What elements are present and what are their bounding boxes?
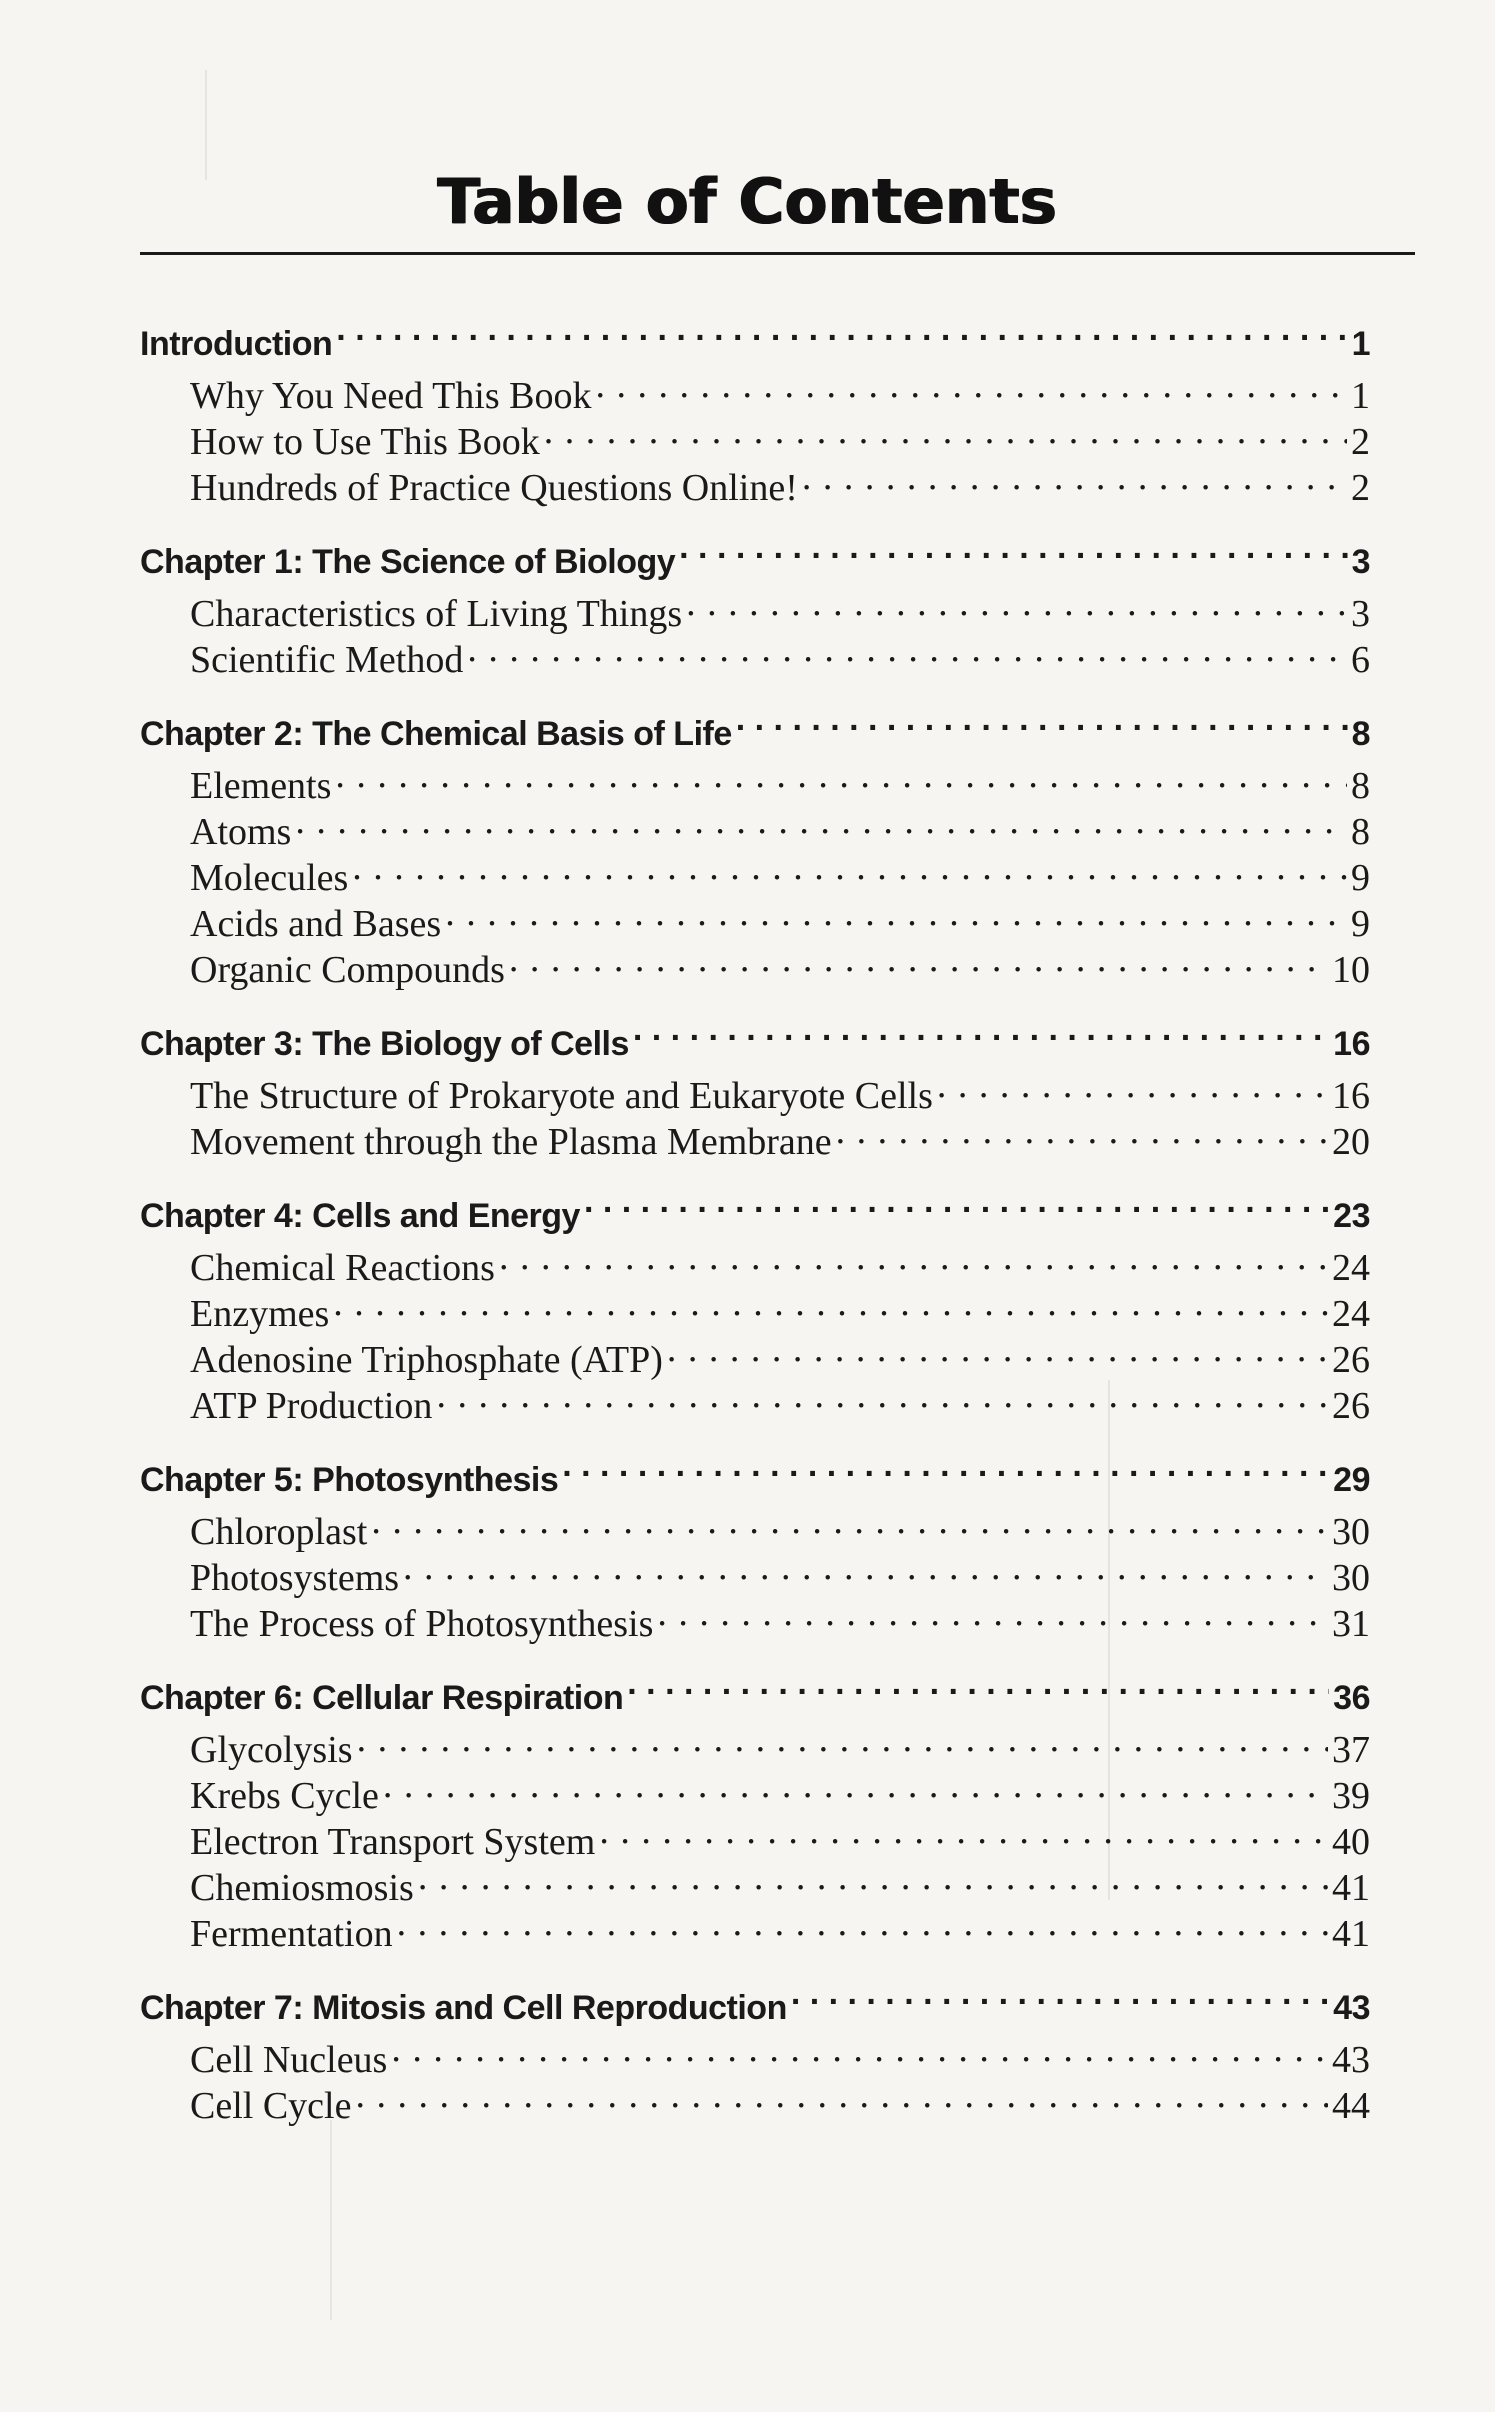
dot-leader xyxy=(627,1675,1329,1709)
section-page-number: 24 xyxy=(1332,1293,1370,1335)
dot-leader xyxy=(686,588,1347,626)
toc-chapter xyxy=(140,318,1370,508)
toc-section-entry[interactable] xyxy=(140,806,1370,852)
section-page-number: 44 xyxy=(1332,2085,1370,2127)
dot-leader xyxy=(937,1070,1328,1108)
dot-leader xyxy=(357,1724,1328,1762)
section-title: How to Use This Book xyxy=(190,421,540,463)
dot-leader xyxy=(418,1862,1328,1900)
toc-section-entry[interactable] xyxy=(140,1288,1370,1334)
toc-section-entry[interactable] xyxy=(140,944,1370,990)
toc-chapter xyxy=(140,1982,1370,2126)
section-title: Why You Need This Book xyxy=(190,375,592,417)
chapter-page-number: 3 xyxy=(1351,543,1370,581)
toc-section-entry[interactable] xyxy=(140,370,1370,416)
dot-leader xyxy=(436,1380,1328,1418)
dot-leader xyxy=(352,852,1347,890)
section-title: Hundreds of Practice Questions Online! xyxy=(190,467,798,509)
toc-chapter xyxy=(140,1454,1370,1644)
toc-section-entry[interactable] xyxy=(140,1506,1370,1552)
section-title: Acids and Bases xyxy=(190,903,442,945)
dot-leader xyxy=(599,1816,1328,1854)
toc-section-entry[interactable] xyxy=(140,1816,1370,1862)
toc-chapter xyxy=(140,708,1370,990)
dot-leader xyxy=(584,1193,1329,1227)
chapter-title: Chapter 2: The Chemical Basis of Life xyxy=(140,715,732,753)
section-page-number: 41 xyxy=(1332,1867,1370,1909)
section-title: Glycolysis xyxy=(190,1729,353,1771)
toc-section-entry[interactable] xyxy=(140,1334,1370,1380)
section-title: Krebs Cycle xyxy=(190,1775,379,1817)
section-title: Enzymes xyxy=(190,1293,330,1335)
section-page-number: 3 xyxy=(1351,593,1370,635)
toc-chapter-entry[interactable] xyxy=(140,1018,1370,1070)
dot-leader xyxy=(335,760,1347,798)
section-page-number: 30 xyxy=(1332,1557,1370,1599)
toc-section-entry[interactable] xyxy=(140,1770,1370,1816)
table-of-contents xyxy=(140,318,1370,2154)
section-title: Chloroplast xyxy=(190,1511,368,1553)
dot-leader xyxy=(802,462,1347,500)
section-page-number: 6 xyxy=(1351,639,1370,681)
toc-section-entry[interactable] xyxy=(140,1598,1370,1644)
section-page-number: 8 xyxy=(1351,811,1370,853)
toc-chapter-entry[interactable] xyxy=(140,1190,1370,1242)
section-page-number: 1 xyxy=(1351,375,1370,417)
dot-leader xyxy=(596,370,1348,408)
dot-leader xyxy=(667,1334,1328,1372)
dot-leader xyxy=(445,898,1347,936)
dot-leader xyxy=(657,1598,1328,1636)
toc-chapter xyxy=(140,1190,1370,1426)
section-page-number: 9 xyxy=(1351,857,1370,899)
section-title: Adenosine Triphosphate (ATP) xyxy=(190,1339,663,1381)
toc-chapter xyxy=(140,536,1370,680)
section-page-number: 26 xyxy=(1332,1339,1370,1381)
toc-section-entry[interactable] xyxy=(140,2080,1370,2126)
section-title: ATP Production xyxy=(190,1385,433,1427)
toc-chapter-entry[interactable] xyxy=(140,318,1370,370)
dot-leader xyxy=(467,634,1347,672)
dot-leader xyxy=(333,1288,1328,1326)
section-page-number: 10 xyxy=(1332,949,1370,991)
section-title: Movement through the Plasma Membrane xyxy=(190,1121,832,1163)
chapter-title: Introduction xyxy=(140,325,333,363)
section-page-number: 26 xyxy=(1332,1385,1370,1427)
toc-section-entry[interactable] xyxy=(140,1242,1370,1288)
section-page-number: 30 xyxy=(1332,1511,1370,1553)
toc-section-entry[interactable] xyxy=(140,462,1370,508)
dot-leader xyxy=(679,539,1347,573)
toc-chapter-entry[interactable] xyxy=(140,708,1370,760)
dot-leader xyxy=(633,1021,1329,1055)
section-page-number: 37 xyxy=(1332,1729,1370,1771)
dot-leader xyxy=(736,711,1348,745)
section-title: Molecules xyxy=(190,857,349,899)
dot-leader xyxy=(371,1506,1328,1544)
chapter-title: Chapter 5: Photosynthesis xyxy=(140,1461,559,1499)
chapter-title: Chapter 1: The Science of Biology xyxy=(140,543,676,581)
chapter-title: Chapter 4: Cells and Energy xyxy=(140,1197,580,1235)
section-title: Fermentation xyxy=(190,1913,393,1955)
section-page-number: 16 xyxy=(1332,1075,1370,1117)
section-title: Electron Transport System xyxy=(190,1821,596,1863)
section-title: Cell Nucleus xyxy=(190,2039,388,2081)
section-title: Characteristics of Living Things xyxy=(190,593,683,635)
chapter-page-number: 23 xyxy=(1333,1197,1370,1235)
section-title: Elements xyxy=(190,765,332,807)
toc-section-entry[interactable] xyxy=(140,852,1370,898)
toc-section-entry[interactable] xyxy=(140,1070,1370,1116)
chapter-page-number: 16 xyxy=(1333,1025,1370,1063)
section-page-number: 31 xyxy=(1332,1603,1370,1645)
toc-section-entry[interactable] xyxy=(140,1724,1370,1770)
section-page-number: 39 xyxy=(1332,1775,1370,1817)
toc-chapter-entry[interactable] xyxy=(140,1982,1370,2034)
dot-leader xyxy=(295,806,1347,844)
section-page-number: 20 xyxy=(1332,1121,1370,1163)
dot-leader xyxy=(562,1457,1329,1491)
toc-chapter-entry[interactable] xyxy=(140,1672,1370,1724)
dot-leader xyxy=(499,1242,1328,1280)
chapter-title: Chapter 6: Cellular Respiration xyxy=(140,1679,624,1717)
toc-section-entry[interactable] xyxy=(140,898,1370,944)
dot-leader xyxy=(336,321,1347,355)
section-page-number: 2 xyxy=(1351,467,1370,509)
dot-leader xyxy=(383,1770,1328,1808)
section-page-number: 8 xyxy=(1351,765,1370,807)
toc-section-entry[interactable] xyxy=(140,588,1370,634)
section-title: The Structure of Prokaryote and Eukaryote Cells xyxy=(190,1075,933,1117)
section-page-number: 9 xyxy=(1351,903,1370,945)
chapter-page-number: 29 xyxy=(1333,1461,1370,1499)
section-title: Chemiosmosis xyxy=(190,1867,414,1909)
section-title: Chemical Reactions xyxy=(190,1247,495,1289)
toc-chapter xyxy=(140,1018,1370,1162)
toc-chapter xyxy=(140,1672,1370,1954)
dot-leader xyxy=(397,1908,1328,1946)
dot-leader xyxy=(509,944,1328,982)
page-title: Table of Contents xyxy=(437,165,1058,238)
toc-section-entry[interactable] xyxy=(140,760,1370,806)
dot-leader xyxy=(355,2080,1328,2118)
toc-section-entry[interactable] xyxy=(140,634,1370,680)
toc-section-entry[interactable] xyxy=(140,2034,1370,2080)
chapter-page-number: 1 xyxy=(1351,325,1370,363)
toc-section-entry[interactable] xyxy=(140,1552,1370,1598)
title-rule xyxy=(140,252,1415,255)
chapter-title: Chapter 7: Mitosis and Cell Reproduction xyxy=(140,1989,787,2027)
section-page-number: 41 xyxy=(1332,1913,1370,1955)
toc-section-entry[interactable] xyxy=(140,1116,1370,1162)
section-title: The Process of Photosynthesis xyxy=(190,1603,654,1645)
dot-leader xyxy=(791,1985,1329,2019)
toc-section-entry[interactable] xyxy=(140,1862,1370,1908)
scan-artifact xyxy=(205,70,207,180)
section-title: Scientific Method xyxy=(190,639,464,681)
section-title: Organic Compounds xyxy=(190,949,505,991)
dot-leader xyxy=(391,2034,1328,2072)
section-page-number: 43 xyxy=(1332,2039,1370,2081)
toc-chapter-entry[interactable] xyxy=(140,536,1370,588)
dot-leader xyxy=(403,1552,1328,1590)
dot-leader xyxy=(836,1116,1328,1154)
section-title: Photosystems xyxy=(190,1557,400,1599)
chapter-title: Chapter 3: The Biology of Cells xyxy=(140,1025,629,1063)
toc-section-entry[interactable] xyxy=(140,416,1370,462)
chapter-page-number: 43 xyxy=(1333,1989,1370,2027)
section-page-number: 40 xyxy=(1332,1821,1370,1863)
section-page-number: 2 xyxy=(1351,421,1370,463)
toc-section-entry[interactable] xyxy=(140,1380,1370,1426)
chapter-page-number: 8 xyxy=(1351,715,1370,753)
toc-section-entry[interactable] xyxy=(140,1908,1370,1954)
section-title: Atoms xyxy=(190,811,292,853)
toc-chapter-entry[interactable] xyxy=(140,1454,1370,1506)
dot-leader xyxy=(544,416,1347,454)
section-page-number: 24 xyxy=(1332,1247,1370,1289)
section-title: Cell Cycle xyxy=(190,2085,352,2127)
chapter-page-number: 36 xyxy=(1333,1679,1370,1717)
